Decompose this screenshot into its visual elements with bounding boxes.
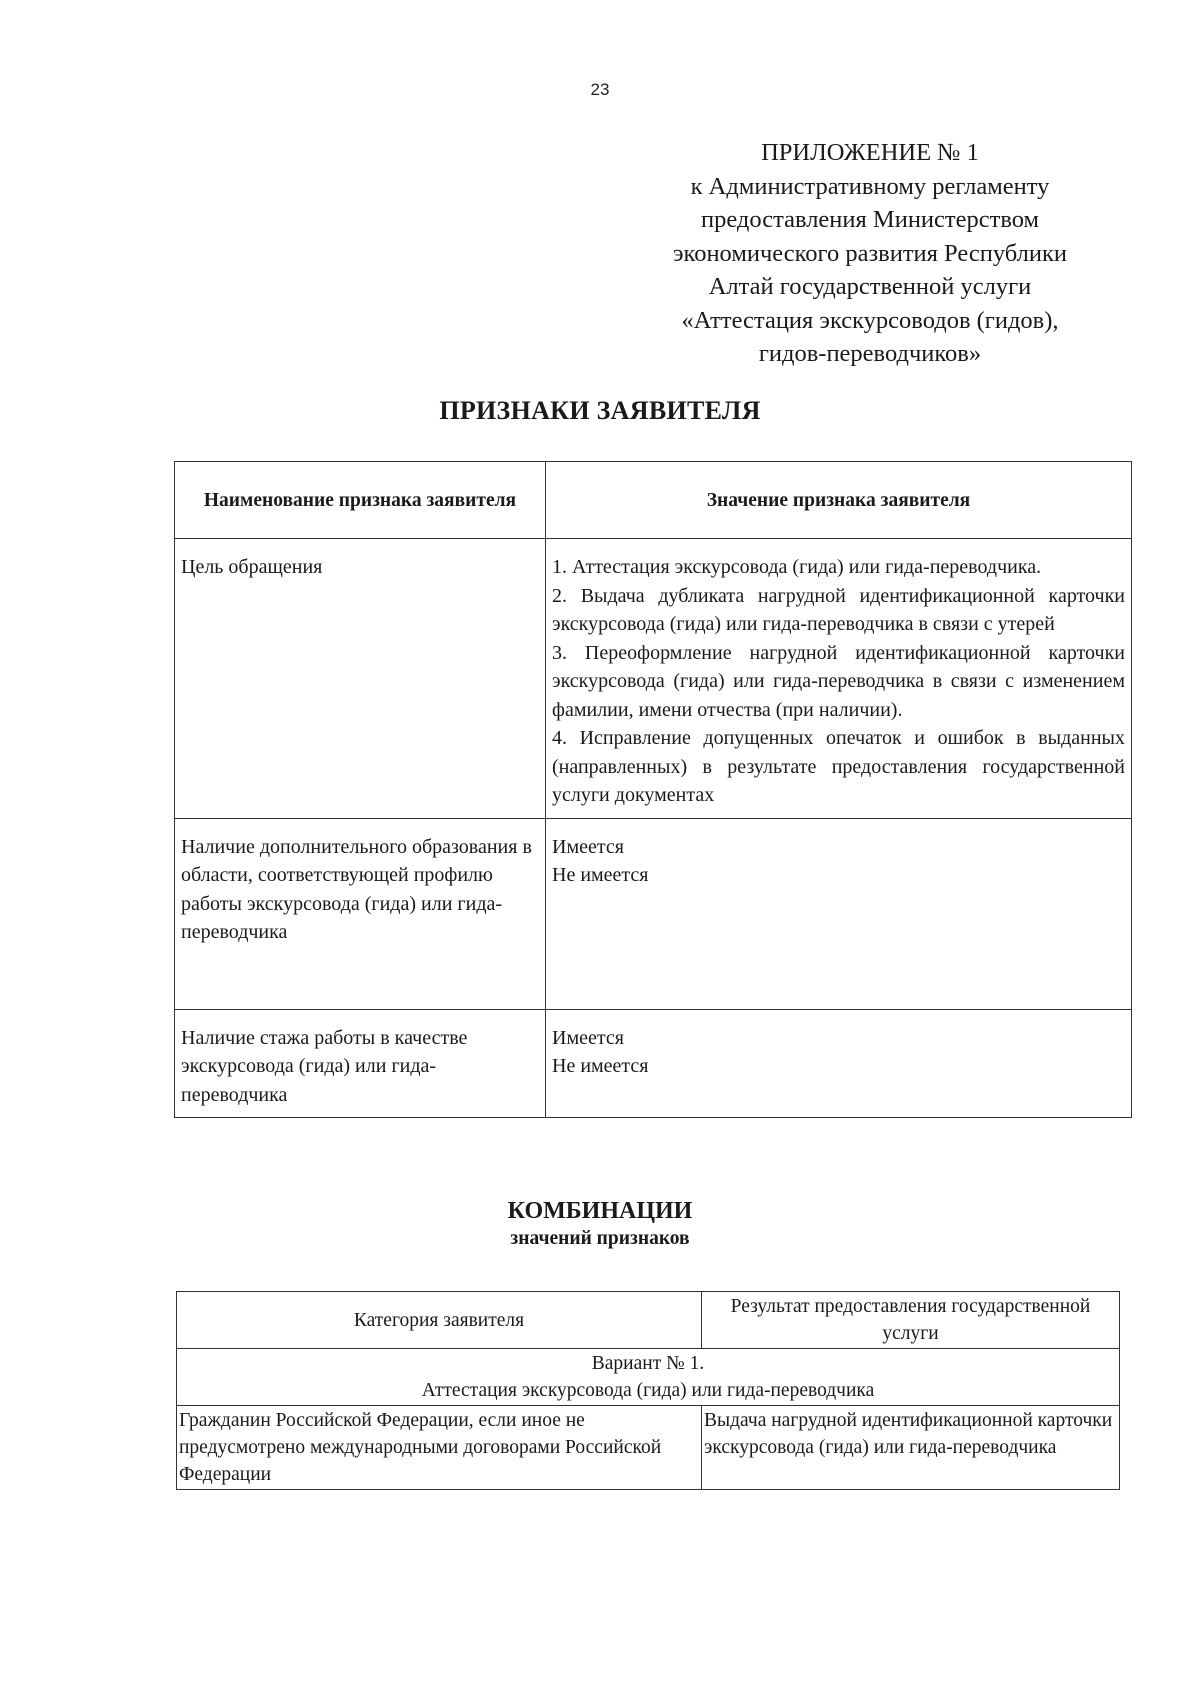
variant-name: Аттестация экскурсовода (гида) или гида-переводчика bbox=[421, 1380, 875, 1401]
table-row bbox=[175, 1009, 1132, 1118]
variant-row bbox=[177, 1349, 1120, 1406]
value-item: Не имеется bbox=[552, 1055, 649, 1077]
header-attribute-value: Значение признака заявителя bbox=[546, 462, 1132, 539]
result-cell: Выдача нагрудной идентификационной карточки экскурсовода (гида) или гида-переводчика bbox=[702, 1406, 1120, 1490]
value-item: Имеется bbox=[552, 835, 624, 858]
attribute-value-cell bbox=[546, 539, 1132, 819]
value-item: 2. Выдача дубликата нагрудной идентификационной карточки экскурсовода (гида) или гида-переводчика в связи с утерей bbox=[552, 584, 1125, 635]
header-category: Категория заявителя bbox=[177, 1292, 702, 1349]
table-row bbox=[175, 539, 1132, 819]
value-item: 1. Аттестация экскурсовода (гида) или гида-переводчика. bbox=[552, 556, 1042, 578]
value-item: 3. Переоформление нагрудной идентификационной карточки экскурсовода (гида) или гида-переводчика в связи с изменением фамилии, имени отчества (при наличии). bbox=[552, 641, 1125, 721]
appendix-line: предоставления Министерством bbox=[700, 206, 1040, 233]
combinations-table bbox=[176, 1291, 1120, 1490]
value-item: Имеется bbox=[552, 1026, 624, 1049]
table-row bbox=[177, 1406, 1120, 1490]
appendix-line: экономического развития Республики bbox=[673, 239, 1067, 267]
combinations-subtitle: значений признаков bbox=[510, 1228, 690, 1249]
table-row bbox=[175, 818, 1132, 1009]
combinations-title: КОМБИНАЦИИ bbox=[507, 1198, 693, 1224]
attribute-name-cell: Цель обращения bbox=[175, 539, 546, 819]
value-item: Не имеется bbox=[552, 864, 649, 886]
applicant-attributes-table bbox=[174, 461, 1132, 1118]
page-number: 23 bbox=[590, 80, 610, 99]
attribute-name-cell: Наличие дополнительного образования в области, соответствующей профилю работы экскурсовода (гида) или гида-переводчика bbox=[175, 818, 546, 1009]
variant-cell bbox=[177, 1349, 1120, 1406]
attribute-name-cell: Наличие стажа работы в качестве экскурсовода (гида) или гида-переводчика bbox=[175, 1009, 546, 1118]
appendix-line: к Административному регламенту bbox=[690, 172, 1050, 200]
appendix-line: ПРИЛОЖЕНИЕ № 1 bbox=[761, 139, 979, 166]
category-cell: Гражданин Российской Федерации, если иное не предусмотрено международными договорами Российской Федерации bbox=[177, 1406, 702, 1490]
page-title: ПРИЗНАКИ ЗАЯВИТЕЛЯ bbox=[439, 396, 761, 425]
attribute-value-cell bbox=[546, 818, 1132, 1009]
value-item: 4. Исправление допущенных опечаток и ошибок в выданных (направленных) в результате предоставления государственной услуги документах bbox=[552, 727, 1125, 806]
appendix-header bbox=[640, 136, 1100, 371]
appendix-line: гидов-переводчиков» bbox=[758, 340, 982, 367]
variant-number: Вариант № 1. bbox=[591, 1353, 705, 1374]
table-header-row bbox=[175, 462, 1132, 539]
header-attribute-name: Наименование признака заявителя bbox=[175, 462, 546, 539]
appendix-line: Алтай государственной услуги bbox=[708, 273, 1032, 300]
attribute-value-cell bbox=[546, 1009, 1132, 1118]
appendix-line: «Аттестация экскурсоводов (гидов), bbox=[681, 306, 1059, 334]
table-header-row bbox=[177, 1292, 1120, 1349]
header-result: Результат предоставления государственной услуги bbox=[702, 1292, 1120, 1349]
